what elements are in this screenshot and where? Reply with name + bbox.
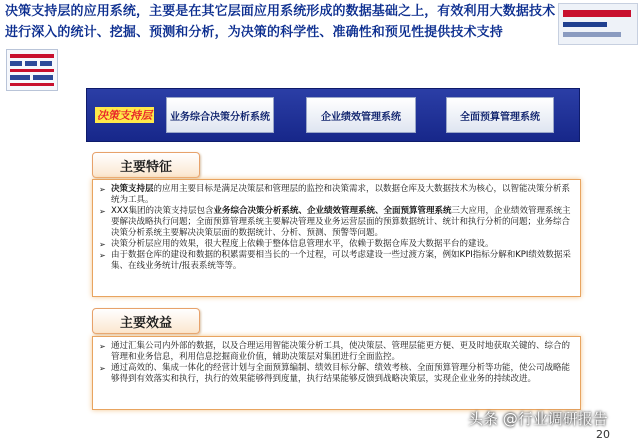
system-box-bi: 业务综合决策分析系统	[166, 97, 274, 133]
system-box-epm: 企业绩效管理系统	[306, 97, 416, 133]
features-panel	[92, 179, 581, 297]
list-item: ➢ XXX集团的决策支持层包含业务综合决策分析系统、企业绩效管理系统、全面预算管理系统三大应用，企业绩效管理系统主要解决战略执行问题；全面预算管理系统主要解决管理及业务运营层面的预算数据统计、统计和执行分析的问题；业务综合决策分析系统主要解决决策层面的数据统计、分析、预测、预警等问题。	[99, 206, 574, 239]
list-item: ➢ 由于数据仓库的建设和数据的积累需要相当长的一个过程，可以考虑建设一些过渡方案，例如KPI指标分解和KPI绩效数据采集、在线业务统计/报表系统等等。	[99, 250, 574, 272]
benefits-panel	[92, 336, 581, 410]
section-title-features: 主要特征	[92, 152, 200, 178]
watermark: 头条 @行业调研报告	[468, 410, 608, 428]
system-box-budget: 全面预算管理系统	[446, 97, 554, 133]
list-item: ➢ 通过汇集公司内外部的数据，以及合理运用智能决策分析工具，使决策层、管理层能更方便、更及时地获取关键的、综合的管理和业务信息，利用信息挖掘商业价值，辅助决策层对集团进行全面监控。	[99, 341, 574, 363]
section-title-benefits: 主要效益	[92, 308, 200, 334]
layer-label: 决策支持层	[97, 109, 152, 122]
slide-title: 决策支持层的应用系统，主要是在其它层面应用系统形成的数据基础之上，有效利用大数据技术进行深入的统计、挖掘、预测和分析，为决策的科学性、准确性和预见性提供技术支持	[5, 4, 556, 40]
page-number: 20	[596, 428, 610, 441]
title-bar	[0, 0, 556, 46]
logo-image	[558, 3, 638, 45]
list-item: ➢ 决策分析层应用的效果，很大程度上依赖于整体信息管理水平，依赖于数据仓库及大数据平台的建设。	[99, 239, 574, 250]
list-item: ➢ 决策支持层的应用主要目标是满足决策层和管理层的监控和决策需求，以数据仓库及大数据技术为核心，以智能决策分析系统为工具。	[99, 184, 574, 206]
architecture-thumbnail	[6, 49, 58, 91]
list-item: ➢ 通过高效的、集成一体化的经营计划与全面预算编制、绩效目标分解、绩效考核、全面预算管理分析等功能，使公司战略能够得到有效落实和执行，执行的效果能够得到度量，执行结果能够反馈到战略决策层，实现企业业务的持续改进。	[99, 363, 574, 385]
